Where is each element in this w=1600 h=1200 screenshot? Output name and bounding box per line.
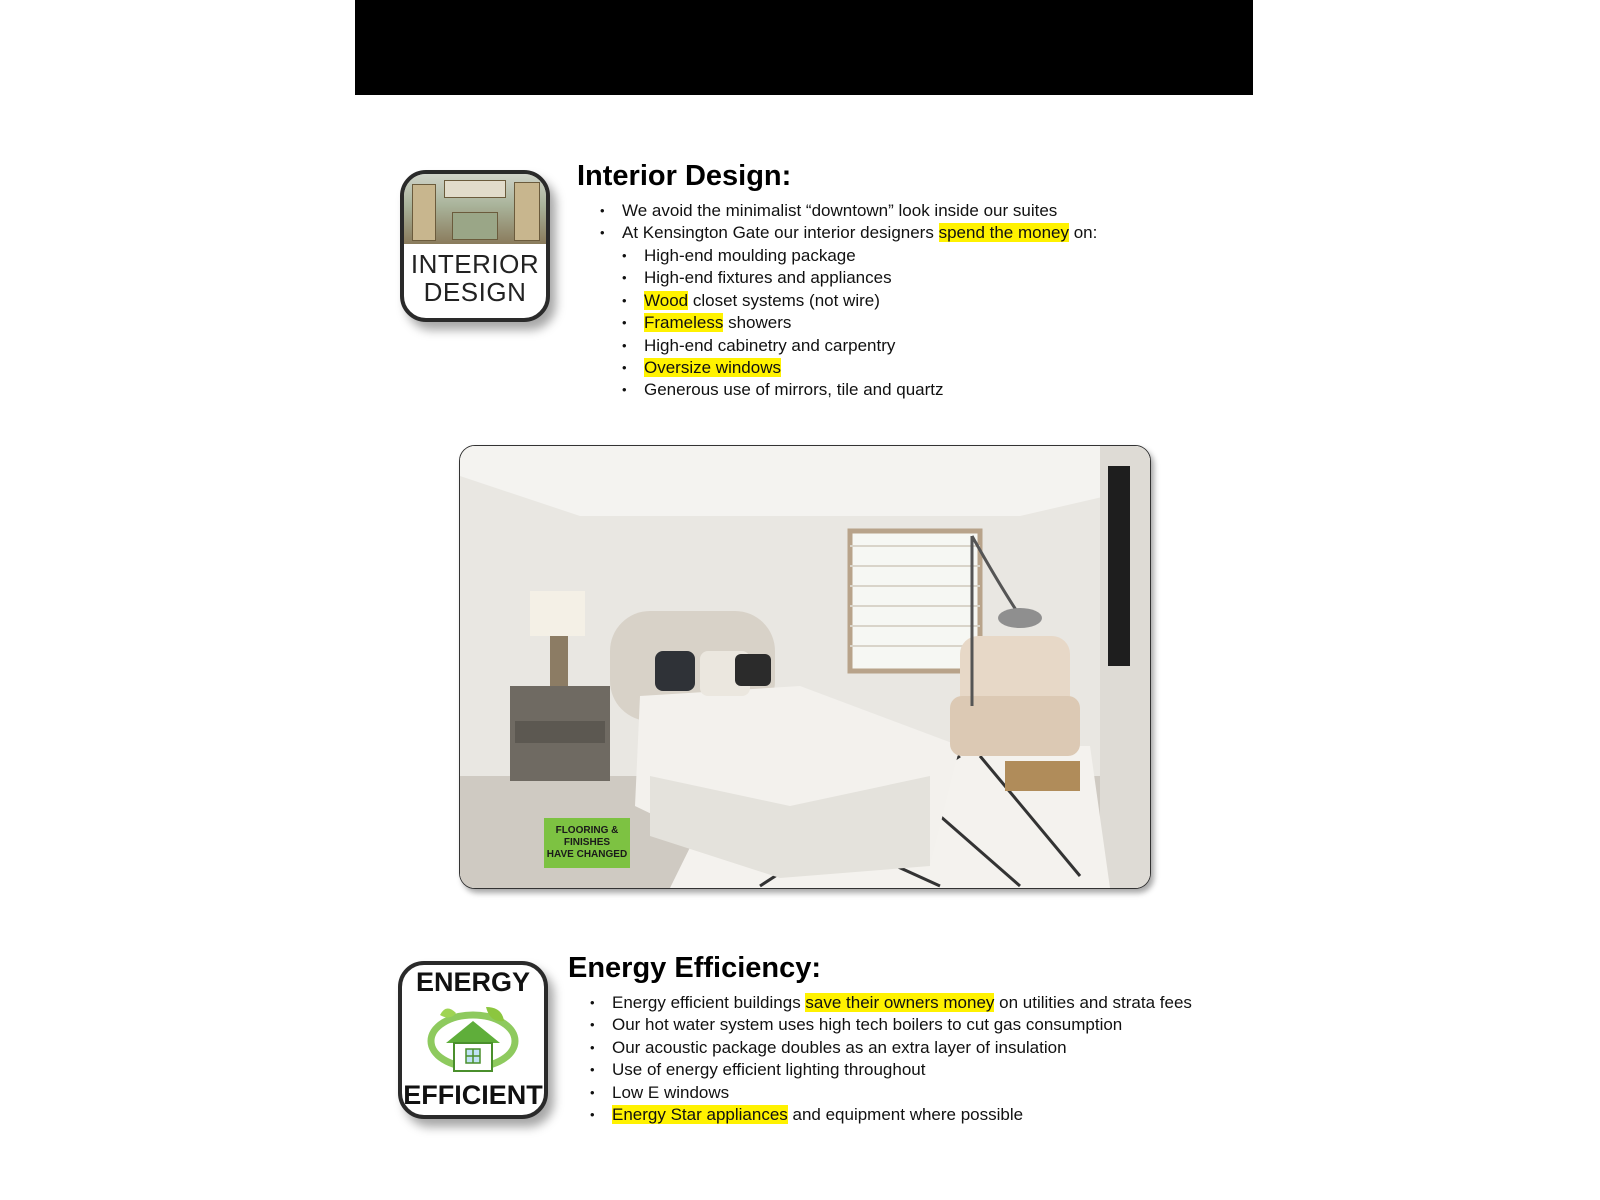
list-item: • At Kensington Gate our interior designers spend the money on: [600,222,1097,244]
list-item: • Wood closet systems (not wire) [622,290,944,312]
flooring-changed-tag: FLOORING & FINISHES HAVE CHANGED [544,818,630,868]
badge-label-line1: INTERIOR [410,249,540,279]
list-item: • High-end cabinetry and carpentry [622,335,944,357]
interior-design-badge [400,170,550,322]
badge-label-line2: DESIGN [423,277,527,307]
badge-label-line1: ENERGY [415,967,531,997]
eco-house-icon [426,1001,520,1079]
energy-heading: Energy Efficiency: [568,952,822,984]
list-item: • High-end fixtures and appliances [622,267,944,289]
list-item: • Low E windows [590,1082,1192,1104]
list-item: • Frameless showers [622,312,944,334]
list-item: • Use of energy efficient lighting throughout [590,1059,1192,1081]
interior-heading: Interior Design: [577,160,792,192]
bedroom-photo [459,445,1151,889]
list-item: • Oversize windows [622,357,944,379]
list-item: • High-end moulding package [622,245,944,267]
header-black-bar [355,0,1253,95]
list-item: • We avoid the minimalist “downtown” look inside our suites [600,200,1097,222]
list-item: • Energy Star appliances and equipment where possible [590,1104,1192,1126]
energy-efficient-badge [398,961,548,1119]
list-item: • Our acoustic package doubles as an extra layer of insulation [590,1037,1192,1059]
badge-label-line2: EFFICIENT [403,1080,543,1110]
energy-bullet-list [590,992,1192,1126]
interior-sub-bullet-list [622,245,944,402]
list-item: • Our hot water system uses high tech boilers to cut gas consumption [590,1014,1192,1036]
list-item: • Energy efficient buildings save their owners money on utilities and strata fees [590,992,1192,1014]
interior-bullet-list [600,200,1097,245]
list-item: • Generous use of mirrors, tile and quartz [622,379,944,401]
interior-sketch-icon [404,174,546,244]
